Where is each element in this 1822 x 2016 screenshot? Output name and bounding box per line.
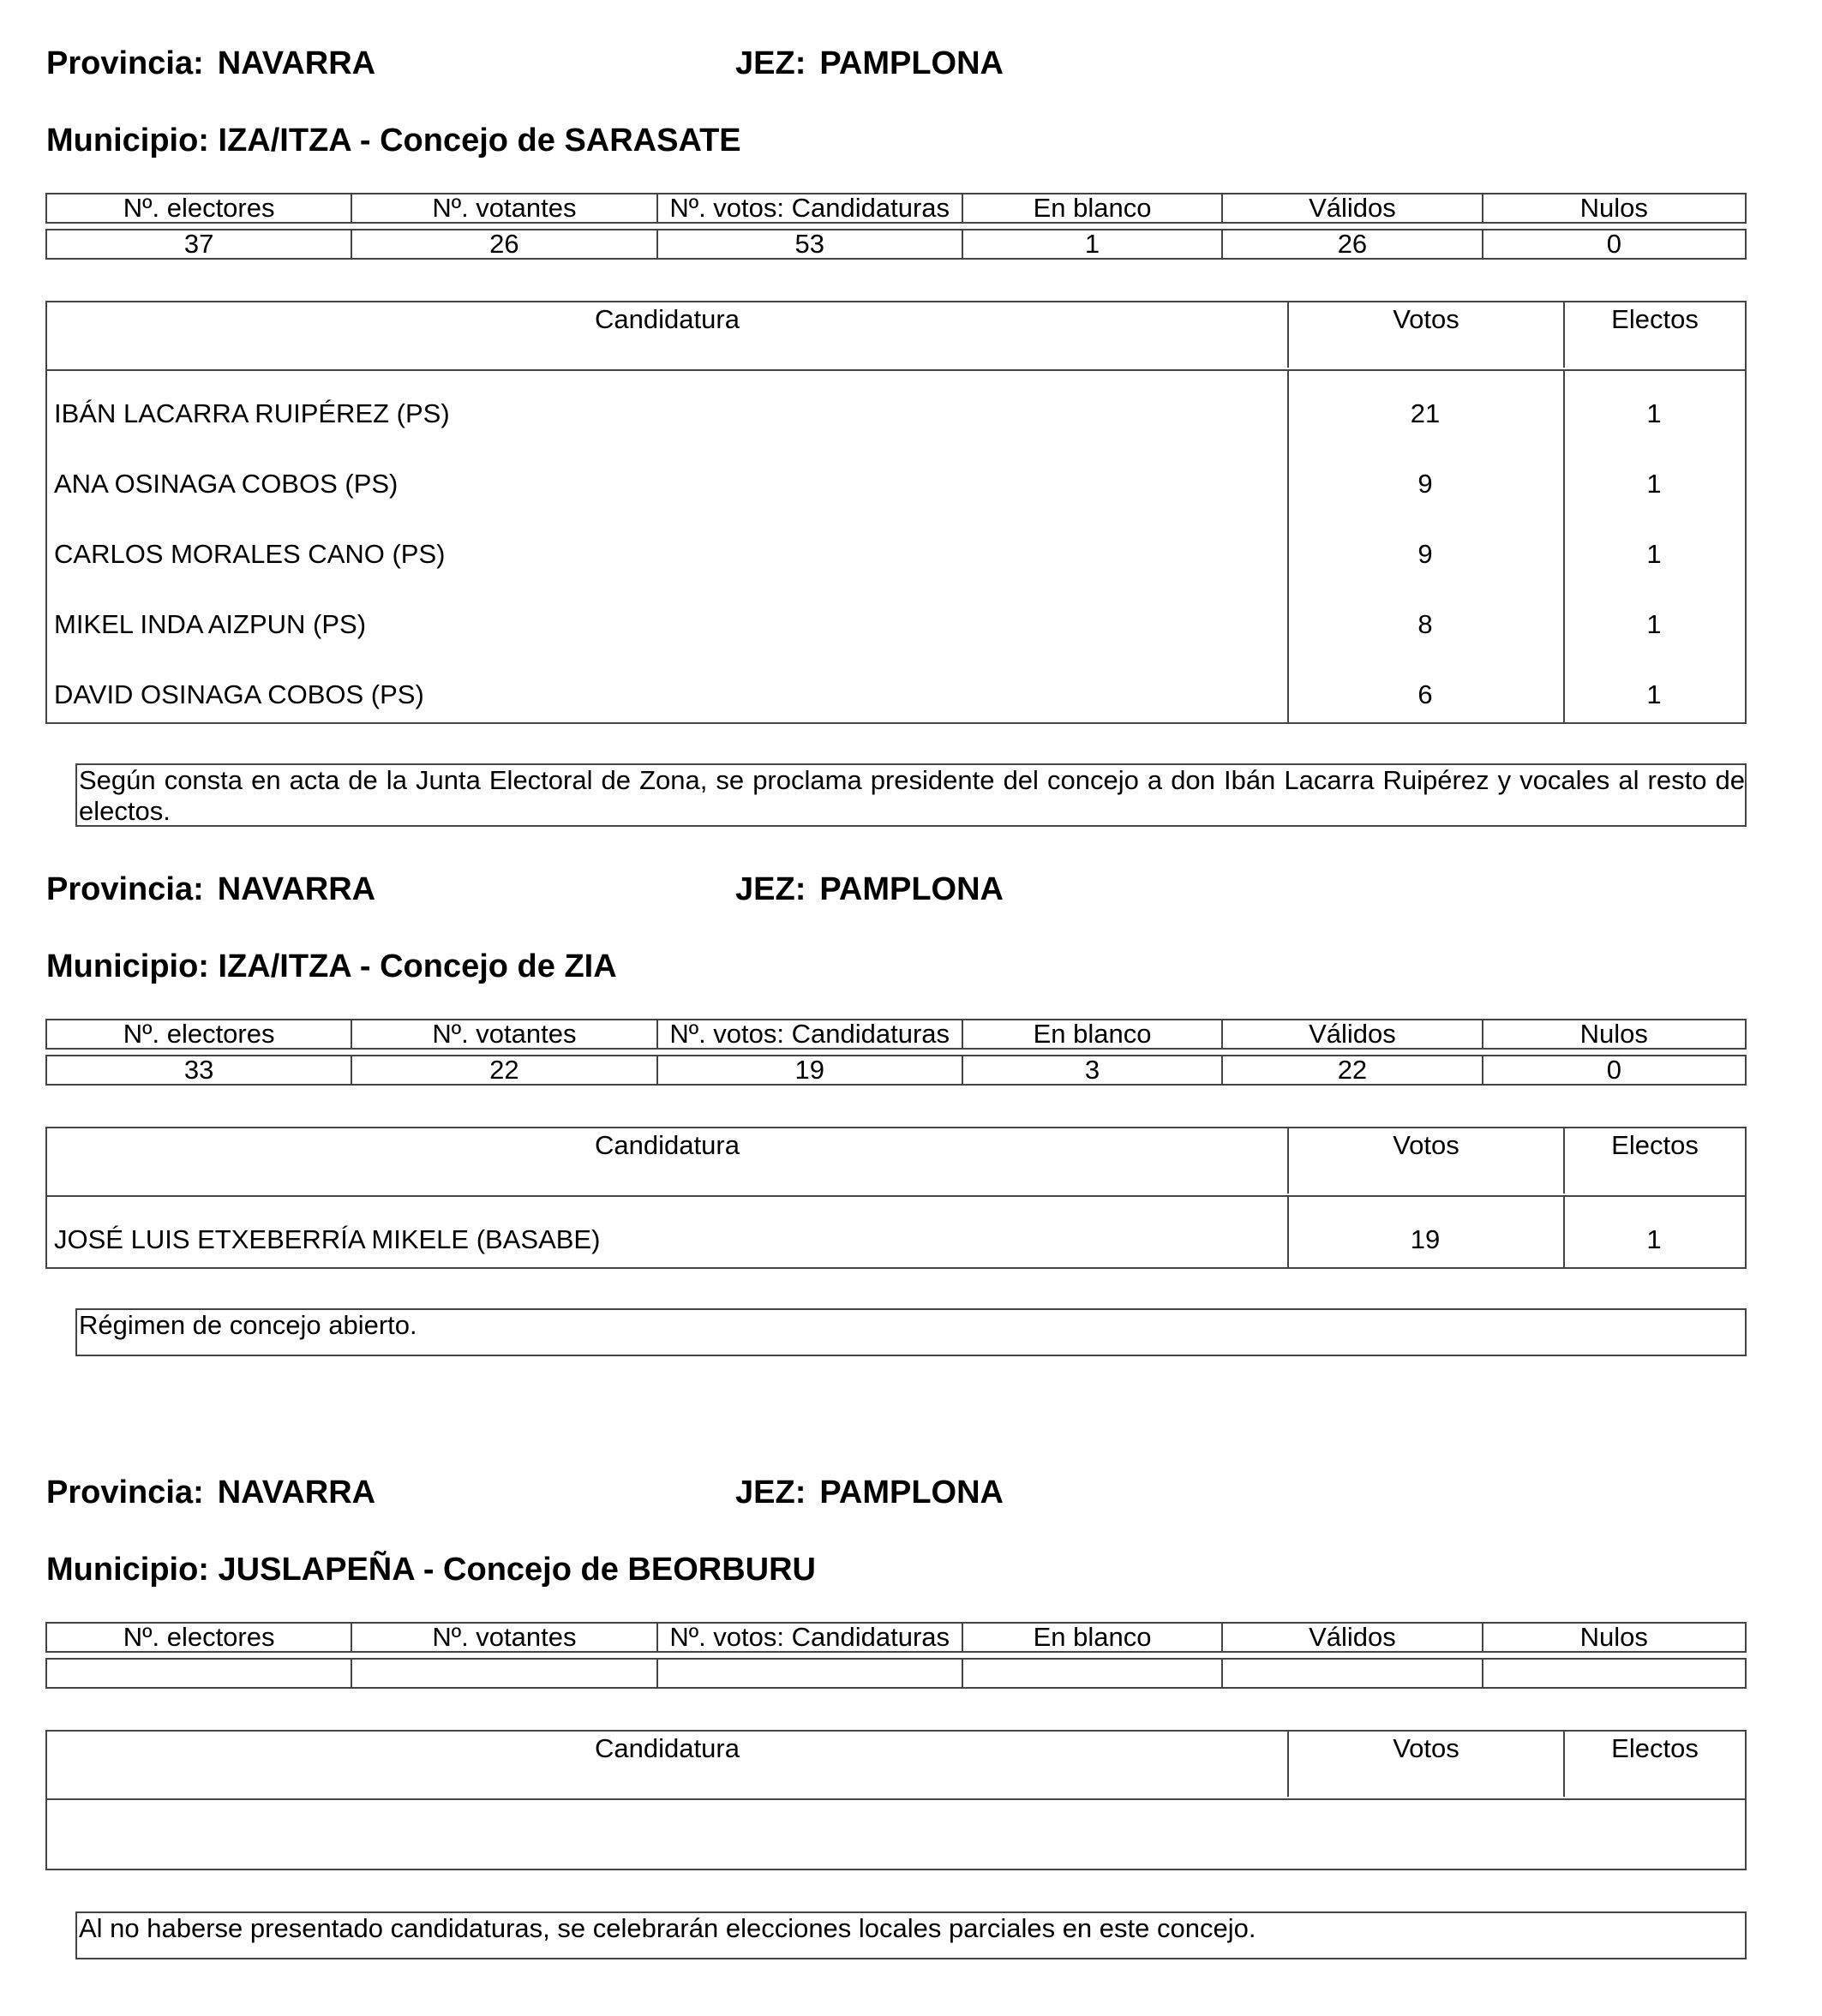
candidate-votos: 9 [1417,469,1433,499]
candidate-votos: 19 [1410,1224,1441,1254]
candidatura-header: Candidatura [595,1733,740,1763]
municipio-heading: Municipio: IZA/ITZA - Concejo de SARASATE [46,123,741,159]
candidatura-header: Candidatura [595,1130,740,1160]
stats-value-nulos: 0 [1606,1056,1621,1084]
stats-header-validos: Válidos [1223,1020,1483,1048]
candidate-row [47,371,1745,441]
stats-header-row [45,1622,1747,1653]
votos-header: Votos [1287,1128,1563,1193]
stats-value-validos [1223,1660,1483,1687]
candidate-row [47,511,1745,582]
stats-header-en-blanco: En blanco [963,194,1223,222]
stats-header-en-blanco: En blanco [963,1020,1223,1048]
candidate-name: CARLOS MORALES CANO (PS) [54,539,446,569]
candidatura-body [47,371,1745,722]
stats-value-votos-candidaturas [658,1660,963,1687]
stats-value-votos-candidaturas: 53 [658,230,963,258]
acta-note: Al no haberse presentado candidaturas, se celebrarán elecciones locales parciales en este concejo. [75,1911,1747,1959]
candidate-electos: 1 [1646,1224,1662,1254]
stats-value-votos-candidaturas: 19 [658,1056,963,1084]
stats-value-nulos [1483,1660,1745,1687]
stats-header-validos: Válidos [1223,194,1483,222]
stats-header-votos-candidaturas: Nº. votos: Candidaturas [658,194,963,222]
candidatura-header: Candidatura [595,304,740,334]
provincia-heading: Provincia: NAVARRA [46,871,376,907]
stats-header-row [45,193,1747,224]
candidate-row [47,441,1745,511]
candidate-name: DAVID OSINAGA COBOS (PS) [54,679,424,709]
stats-header-electores: Nº. electores [47,194,352,222]
stats-value-votantes: 22 [352,1056,657,1084]
votos-header: Votos [1287,1732,1563,1797]
stats-value-row [45,1658,1747,1689]
jez-heading: JEZ: PAMPLONA [735,871,1004,907]
stats-value-row [45,229,1747,260]
candidatura-header-row [47,1732,1745,1800]
stats-header-electores: Nº. electores [47,1020,352,1048]
stats-value-votantes: 26 [352,230,657,258]
stats-value-validos: 22 [1223,1056,1483,1084]
candidate-votos: 8 [1417,609,1433,639]
candidate-electos: 1 [1646,539,1662,569]
candidate-electos: 1 [1646,679,1662,709]
candidatura-table [45,1730,1747,1870]
electos-header: Electos [1563,1732,1745,1797]
votos-header: Votos [1287,302,1563,368]
candidate-electos: 1 [1646,469,1662,499]
stats-value-votantes [352,1660,657,1687]
jez-heading: JEZ: PAMPLONA [735,1475,1004,1511]
candidate-row [47,1197,1745,1267]
candidate-name: IBÁN LACARRA RUIPÉREZ (PS) [54,398,450,428]
stats-header-nulos: Nulos [1579,194,1648,222]
stats-header-electores: Nº. electores [47,1624,352,1651]
provincia-heading: Provincia: NAVARRA [46,45,376,81]
candidate-row [47,652,1745,722]
municipio-heading: Municipio: JUSLAPEÑA - Concejo de BEORBURU [46,1552,816,1588]
candidate-votos: 6 [1417,679,1433,709]
acta-note: Régimen de concejo abierto. [75,1308,1747,1356]
acta-note: Según consta en acta de la Junta Electoral de Zona, se proclama presidente del concejo a don Ibán Lacarra Ruipérez y vocales al resto de electos. [75,763,1747,827]
stats-header-en-blanco: En blanco [963,1624,1223,1651]
candidate-electos: 1 [1646,609,1662,639]
provincia-heading: Provincia: NAVARRA [46,1475,376,1511]
jez-heading: JEZ: PAMPLONA [735,45,1004,81]
candidate-votos: 21 [1410,398,1441,428]
candidatura-body [47,1197,1745,1267]
electos-header: Electos [1563,302,1745,368]
stats-value-row [45,1055,1747,1086]
candidatura-header-row [47,302,1745,371]
candidatura-body-empty [47,1800,1745,1869]
candidatura-table [45,301,1747,724]
candidate-name: MIKEL INDA AIZPUN (PS) [54,609,367,639]
candidate-row [47,582,1745,652]
stats-header-nulos: Nulos [1579,1624,1648,1651]
stats-value-nulos: 0 [1606,230,1621,258]
stats-value-en-blanco: 1 [963,230,1223,258]
stats-header-validos: Válidos [1223,1624,1483,1651]
candidate-name: JOSÉ LUIS ETXEBERRÍA MIKELE (BASABE) [54,1224,601,1254]
stats-value-validos: 26 [1223,230,1483,258]
municipio-heading: Municipio: IZA/ITZA - Concejo de ZIA [46,948,617,984]
electos-header: Electos [1563,1128,1745,1193]
stats-header-votos-candidaturas: Nº. votos: Candidaturas [658,1020,963,1048]
stats-value-electores: 37 [47,230,352,258]
stats-header-votantes: Nº. votantes [352,1020,657,1048]
stats-value-electores: 33 [47,1056,352,1084]
stats-header-votos-candidaturas: Nº. votos: Candidaturas [658,1624,963,1651]
stats-value-en-blanco: 3 [963,1056,1223,1084]
stats-header-nulos: Nulos [1579,1020,1648,1048]
stats-value-electores [47,1660,352,1687]
stats-header-votantes: Nº. votantes [352,194,657,222]
candidate-name: ANA OSINAGA COBOS (PS) [54,469,399,499]
candidate-electos: 1 [1646,398,1662,428]
stats-header-row [45,1019,1747,1050]
stats-value-en-blanco [963,1660,1223,1687]
candidatura-header-row [47,1128,1745,1197]
stats-header-votantes: Nº. votantes [352,1624,657,1651]
candidatura-table [45,1127,1747,1269]
candidate-votos: 9 [1417,539,1433,569]
